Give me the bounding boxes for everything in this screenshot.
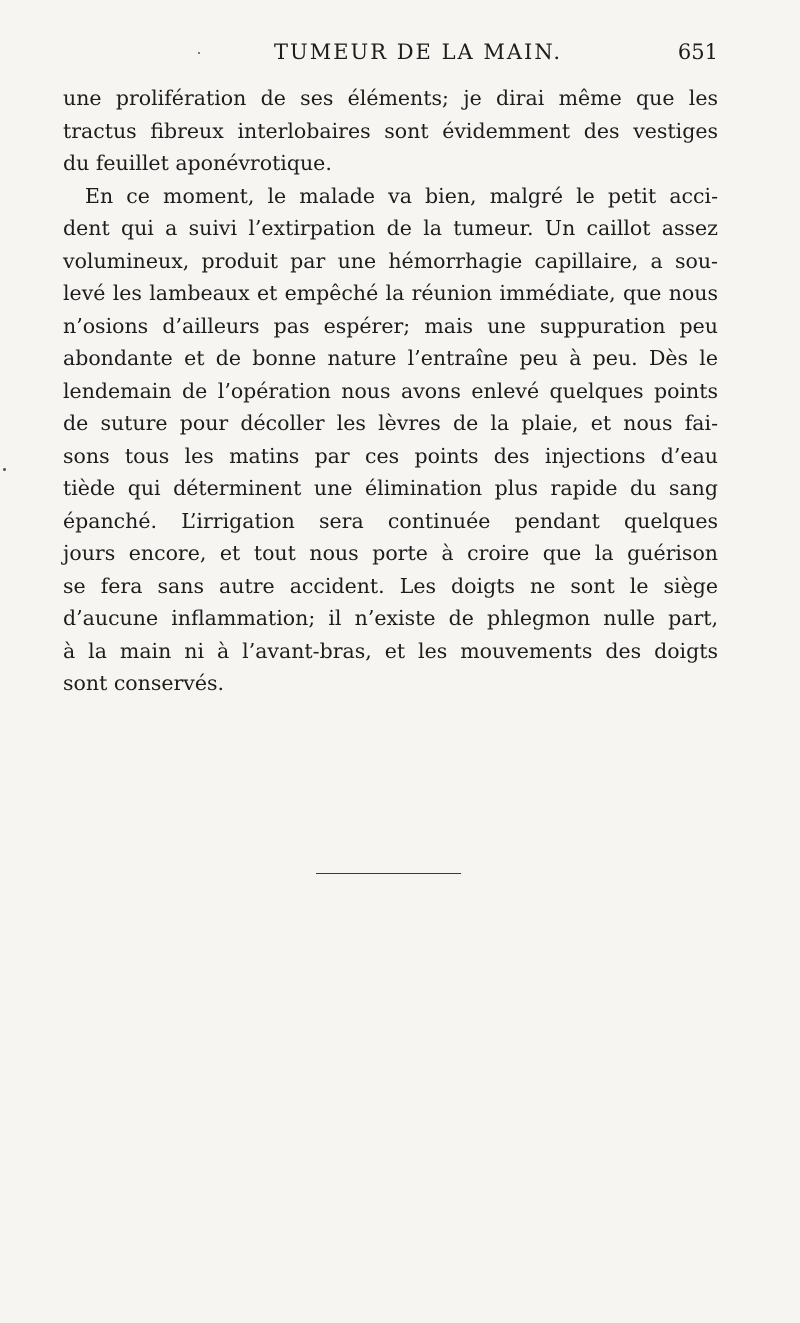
- text-line: lendemain de l’opération nous avons enlevé quelques points: [63, 378, 718, 403]
- text-line: abondante et de bonne nature l’entraîne peu à peu. Dès le: [63, 346, 718, 370]
- text-line: sons tous les matins par ces points des injections d’eau: [63, 443, 718, 468]
- text-line: du feuillet aponévrotique.: [63, 151, 332, 175]
- text-line: tiède qui déterminent une élimination plus rapide du sang: [63, 476, 718, 500]
- paragraph-1: [63, 82, 718, 180]
- text-line: tractus fibreux interlobaires sont évidemment des vestiges: [63, 118, 718, 143]
- text-line: épanché. L’irrigation sera continuée pendant quelques: [63, 508, 718, 533]
- running-header: [62, 40, 718, 74]
- text-line: n’osions d’ailleurs pas espérer; mais une suppuration peu: [63, 313, 718, 338]
- text-line: d’aucune inflammation; il n’existe de phlegmon nulle part,: [63, 606, 718, 630]
- ink-speck: [198, 52, 200, 54]
- text-line: à la main ni à l’avant-bras, et les mouvements des doigts: [63, 638, 718, 663]
- text-line: de suture pour décoller les lèvres de la plaie, et nous fai-: [63, 411, 718, 435]
- text-line: jours encore, et tout nous porte à croire que la guérison: [63, 541, 718, 565]
- text-line: levé les lambeaux et empêché la réunion immédiate, que nous: [63, 281, 718, 305]
- text-line: dent qui a suivi l’extirpation de la tumeur. Un caillot assez: [63, 216, 718, 240]
- text-line: une prolifération de ses éléments; je dirai même que les: [63, 86, 718, 110]
- body-text: [63, 82, 718, 700]
- page-number: 651: [677, 40, 718, 64]
- text-line: En ce moment, le malade va bien, malgré le petit acci-: [85, 183, 718, 208]
- text-line: volumineux, produit par une hémorrhagie capillaire, a sou-: [63, 248, 718, 273]
- end-rule: [316, 873, 461, 874]
- text-line: se fera sans autre accident. Les doigts ne sont le siège: [63, 573, 718, 598]
- text-line: sont conservés.: [63, 671, 225, 695]
- ink-speck: [3, 468, 6, 471]
- paragraph-2: [63, 180, 718, 700]
- running-title: TUMEUR DE LA MAIN.: [274, 40, 563, 64]
